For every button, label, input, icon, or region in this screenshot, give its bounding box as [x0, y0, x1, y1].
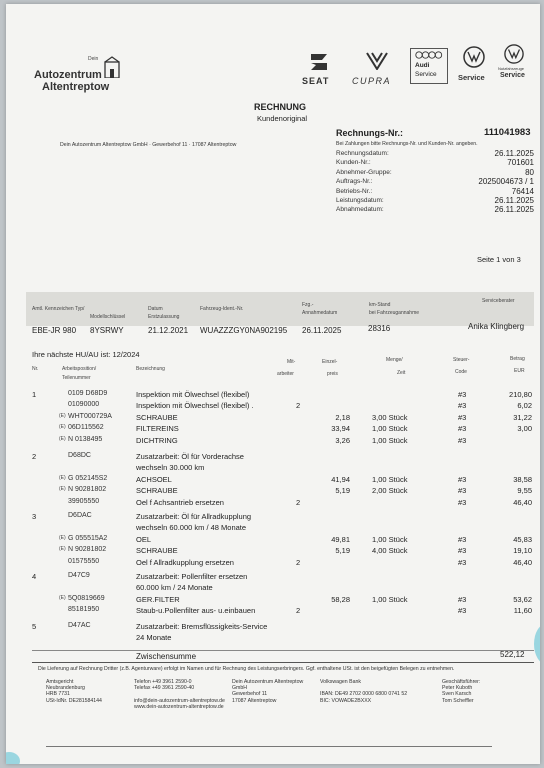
footer-col3-line: 17087 Altentreptow [232, 697, 277, 704]
vw-nfz-logo [496, 44, 532, 84]
item-description: ACHSOEL [136, 474, 172, 484]
part-number: WHT000729A [68, 412, 112, 420]
footer-col3-line: Dein Autozentrum Altentreptow [232, 679, 304, 685]
th-eur: EUR [514, 368, 525, 374]
item-quantity: 1,00 Stück [372, 534, 408, 544]
item-amount: 46,40 [513, 557, 532, 567]
item-quantity: 3,00 Stück [372, 412, 408, 422]
item-unit-price: 41,94 [331, 474, 350, 484]
part-number: 85181950 [68, 606, 100, 614]
item-quantity: 2,00 Stück [372, 486, 408, 496]
meta-value: 76414 [511, 186, 534, 196]
th-menge: Menge/ [386, 357, 403, 363]
footer-col5-line: Tom Scheffler [442, 697, 474, 704]
cupra-logo [352, 52, 402, 88]
vh-km2: bei Fahrzeugannahme [369, 310, 420, 316]
vw-service-label: Service [458, 73, 485, 82]
item-tax-code: #3 [458, 534, 467, 544]
hu-au-note: Ihre nächste HU/AU ist: 12/2024 [32, 350, 140, 359]
vw-logo-icon [463, 46, 485, 68]
item-unit-price: 58,28 [331, 594, 350, 604]
part-prefix: (E) [59, 424, 66, 431]
part-number: G 055515A2 [68, 534, 108, 542]
position-number: 4 [32, 572, 37, 581]
audi-service-logo [410, 48, 448, 84]
item-amount: 11,60 [513, 606, 532, 616]
item-tax-code: #3 [458, 497, 467, 507]
item-description: SCHRAUBE [136, 546, 178, 556]
meta-label: Kunden-Nr.: [336, 159, 371, 167]
vehicle-erstzulassung: 21.12.2021 [148, 326, 189, 335]
part-number: G 052145S2 [68, 474, 108, 482]
meta-value: 701601 [507, 158, 534, 168]
vh-datum: Datum [148, 306, 163, 312]
footer-col4-line: IBAN: DE49 2702 0000 6800 0741 52 [320, 691, 408, 698]
item-tax-code: #3 [458, 390, 467, 399]
invoice-page [6, 4, 540, 764]
item-tax-code: #3 [458, 474, 467, 484]
item-description: Zusatzarbeit: Pollenfilter ersetzen [136, 572, 248, 581]
vw-nfz-service: Service [500, 72, 525, 79]
part-number: N 0138495 [68, 435, 103, 443]
position-number: 1 [32, 390, 37, 399]
th-steuer: Steuer- [453, 357, 470, 363]
dealer-logo [32, 54, 124, 96]
meta-value: 2025004673 / 1 [478, 177, 534, 187]
item-description: DICHTRING [136, 435, 178, 445]
stain-mark [6, 752, 20, 764]
item-mitarbeiter: 2 [296, 606, 301, 616]
item-description: Oel f Achsantrieb ersetzen [136, 497, 224, 507]
footer-col3-line: Gewerbehof 11 [232, 691, 268, 698]
item-amount: 9,55 [517, 486, 532, 496]
part-prefix: (E) [59, 412, 66, 419]
meta-label: Betriebs-Nr.: [336, 187, 373, 195]
th-mit: Mit- [287, 359, 296, 365]
vehicle-header-band [26, 292, 534, 326]
seat-wordmark: SEAT [302, 76, 330, 86]
th-teilenummer: Teilenummer [62, 375, 91, 381]
item-tax-code: #3 [458, 435, 467, 445]
th-nr: Nr. [32, 366, 39, 372]
item-description: Zusatzarbeit: Öl für Allradkupplung [136, 512, 252, 521]
seat-logo [302, 52, 336, 88]
th-bezeichnung: Bezeichnung [136, 366, 165, 372]
footer-col4-line: Volkswagen Bank [320, 679, 361, 685]
item-unit-price: 33,94 [331, 424, 350, 434]
footer-col3-line: GmbH [232, 685, 247, 692]
vh-km: km-Stand [369, 302, 391, 308]
dealer-name-line2: Altentreptow [42, 81, 110, 93]
footer-disclaimer: Die Lieferung auf Rechnung Dritter (z.B. Agenturware) erfolgt im Namen und für Rechnung des Leistungserbringers. Ggf. enthaltene USt. ist den beigefügten Belegen zu entnehmen. [38, 666, 455, 672]
item-amount: 45,83 [513, 534, 532, 544]
meta-value: 80 [525, 167, 534, 177]
invoice-number: 111041983 [484, 127, 531, 138]
part-number: N 90281802 [68, 486, 107, 494]
part-number: D6DAC [68, 512, 92, 519]
vh-annahme: Annahmedatum [302, 310, 338, 316]
meta-label: Abnehmer-Gruppe: [336, 168, 392, 176]
bottom-rule [46, 746, 492, 747]
meta-value: 26.11.2025 [494, 149, 534, 158]
vehicle-berater: Anika Klingberg [468, 322, 525, 331]
item-amount: 31,22 [513, 412, 532, 422]
meta-value: 26.11.2025 [494, 196, 534, 205]
subtotal-rule [32, 650, 534, 651]
tower-icon [102, 56, 122, 78]
item-mitarbeiter: 2 [296, 557, 301, 567]
subtotal-value: 522,12 [500, 650, 525, 659]
footer-col2-line: Telefon +49 3961 2590-0 [134, 679, 192, 685]
meta-label: Auftrags-Nr.: [336, 178, 373, 186]
stain-mark [534, 624, 540, 664]
vehicle-kennzeichen: EBE-JR 980 [32, 326, 77, 335]
sender-line: Dein Autozentrum Altentreptow GmbH · Gewerbehof 11 · 17087 Altentreptow [60, 142, 237, 148]
item-amount: 53,62 [513, 594, 532, 604]
item-amount: 210,80 [509, 390, 532, 399]
item-quantity: 1,00 Stück [372, 474, 408, 484]
item-tax-code: #3 [458, 424, 467, 434]
vh-kennzeichen: Amtl. Kennzeichen Typ/ [32, 306, 85, 312]
item-description: Staub-u.Pollenfilter aus- u.einbauen [136, 606, 256, 616]
item-description: Zusatzarbeit: Bremsflüssigkeits-Service [136, 622, 268, 631]
item-amount: 3,00 [517, 424, 532, 434]
footer-col1-line: Neubrandenburg [46, 685, 85, 692]
item-description: wechseln 30.000 km [136, 463, 205, 473]
part-prefix: (E) [59, 534, 66, 541]
vh-berater: Serviceberater [482, 298, 515, 304]
item-description: wechseln 60.000 km / 48 Monate [136, 523, 247, 533]
part-prefix: (E) [59, 594, 66, 601]
document-subtitle: Kundenoriginal [257, 114, 308, 123]
audi-label: Audi [415, 62, 430, 69]
item-description: FILTEREINS [136, 424, 179, 434]
cupra-triangle-icon [366, 52, 388, 70]
page-indicator: Seite 1 von 3 [477, 255, 521, 264]
footer-col2-line[interactable]: www.dein-autozentrum-altentreptow.de [134, 703, 224, 710]
item-mitarbeiter: 2 [296, 497, 301, 507]
invoice-number-label: Rechnungs-Nr.: [336, 128, 404, 138]
part-prefix: (E) [59, 486, 66, 493]
position-number: 2 [32, 452, 37, 461]
part-number: 5Q0819669 [68, 594, 105, 602]
position-number: 5 [32, 622, 37, 631]
item-tax-code: #3 [458, 546, 467, 556]
part-number: D68DC [68, 452, 91, 459]
meta-label: Abnahmedatum: [336, 206, 384, 214]
meta-value: 26.11.2025 [494, 205, 534, 215]
vehicle-typ: 8YSRWY [90, 326, 124, 335]
item-description: SCHRAUBE [136, 486, 178, 496]
part-number: 01575550 [68, 557, 100, 565]
th-arbeiter: arbeiter [277, 371, 294, 377]
item-description: 60.000 km / 24 Monate [136, 583, 213, 593]
item-description: OEL [136, 534, 152, 544]
part-prefix: (E) [59, 546, 66, 553]
th-arbeitsposition: Arbeitsposition/ [62, 366, 97, 372]
footer-col4-line: BIC: VOWADE2BXXX [320, 697, 372, 704]
th-code: Code [455, 369, 467, 375]
subtotal-label: Zwischensumme [136, 652, 197, 661]
footer-col5-line: Peter Kuboth [442, 685, 473, 692]
meta-label: Leistungsdatum: [336, 197, 384, 204]
item-description: SCHRAUBE [136, 412, 178, 422]
vehicle-fin: WUAZZZGY0NA902195 [200, 326, 288, 335]
item-amount: 46,40 [513, 497, 532, 507]
item-description: Zusatzarbeit: Öl für Vorderachse [136, 452, 244, 461]
part-prefix: (E) [59, 435, 66, 442]
item-unit-price: 5,19 [335, 486, 350, 496]
footer-col1-line: Amtsgericht [46, 679, 74, 685]
part-number: N 90281802 [68, 546, 107, 554]
vh-ident: Fahrzeug-Ident.-Nr. [200, 306, 244, 312]
vw-nfz-small: Nutzfahrzeuge [498, 66, 525, 71]
part-number: D47AC [68, 622, 91, 629]
item-quantity: 4,00 Stück [372, 546, 408, 556]
footer-col5-line: Sven Karsch [442, 691, 472, 698]
position-number: 3 [32, 512, 37, 521]
invoice-meta [336, 150, 534, 218]
item-mitarbeiter: 2 [296, 401, 301, 411]
part-number: 0109 D68D9 [68, 390, 108, 397]
meta-label: Rechnungsdatum: [336, 150, 389, 157]
item-amount: 38,58 [513, 474, 532, 484]
item-tax-code: #3 [458, 401, 467, 411]
item-description: Inspektion mit Ölwechsel (flexibel) [136, 390, 250, 399]
item-quantity: 1,00 Stück [372, 435, 408, 445]
footer-col5-line: Geschäftsführer: [442, 679, 481, 685]
dealer-name-line1: Autozentrum [34, 69, 102, 81]
vw-service-logo [456, 46, 492, 86]
item-unit-price: 49,81 [331, 534, 350, 544]
vh-modell: Modellschlüssel [90, 314, 126, 320]
vw-nfz-logo-icon [504, 44, 524, 64]
part-number: 01090000 [68, 401, 100, 409]
item-tax-code: #3 [458, 412, 467, 422]
vh-erstzulassung: Erstzulassung [148, 314, 180, 320]
vehicle-km: 28316 [368, 324, 391, 333]
item-tax-code: #3 [458, 486, 467, 496]
footer-col1-line: HRB 7731 [46, 691, 70, 698]
vehicle-annahmedatum: 26.11.2025 [302, 326, 342, 335]
th-betrag: Betrag [510, 356, 525, 362]
item-unit-price: 5,19 [335, 546, 350, 556]
item-amount: 19,10 [513, 546, 532, 556]
vh-fzg: Fzg.- [302, 302, 314, 308]
item-tax-code: #3 [458, 557, 467, 567]
audi-rings-icon [415, 51, 443, 59]
part-number: 06D115562 [68, 424, 104, 432]
th-einzel: Einzel- [322, 359, 338, 365]
th-preis: preis [327, 371, 338, 377]
seat-s-icon [310, 52, 328, 72]
item-description: 24 Monate [136, 633, 172, 643]
item-tax-code: #3 [458, 594, 467, 604]
item-tax-code: #3 [458, 606, 467, 616]
footer-col2-line[interactable]: info@dein-autozentrum-altentreptow.de [134, 697, 225, 704]
part-prefix: (E) [59, 474, 66, 481]
th-zeit: Zeit [397, 370, 406, 376]
item-description: GER.FILTER [136, 594, 180, 604]
footer-col2-line: Telefax +49 3961 2590-40 [134, 685, 195, 692]
item-amount: 6,02 [517, 401, 532, 411]
item-unit-price: 3,26 [335, 435, 350, 445]
document-title: RECHNUNG [254, 102, 307, 112]
dealer-logo-small: Dein [88, 56, 99, 62]
footer-col1-line: USt-IdNr. DE281584144 [46, 697, 102, 704]
item-quantity: 1,00 Stück [372, 424, 408, 434]
subtotal-bottom-rule [32, 662, 534, 663]
payment-note: Bei Zahlungen bitte Rechnungs-Nr. und Kunden-Nr. angeben. [336, 141, 478, 147]
cupra-wordmark: CUPRA [352, 76, 392, 86]
audi-service-label: Service [415, 71, 437, 78]
item-unit-price: 2,18 [335, 412, 350, 422]
item-quantity: 1,00 Stück [372, 594, 408, 604]
part-number: D47C9 [68, 572, 90, 579]
item-description: Oel f Allradkupplung ersetzen [136, 557, 234, 567]
item-description: Inspektion mit Ölwechsel (flexibel) . [136, 401, 254, 411]
part-number: 39905550 [68, 497, 100, 505]
